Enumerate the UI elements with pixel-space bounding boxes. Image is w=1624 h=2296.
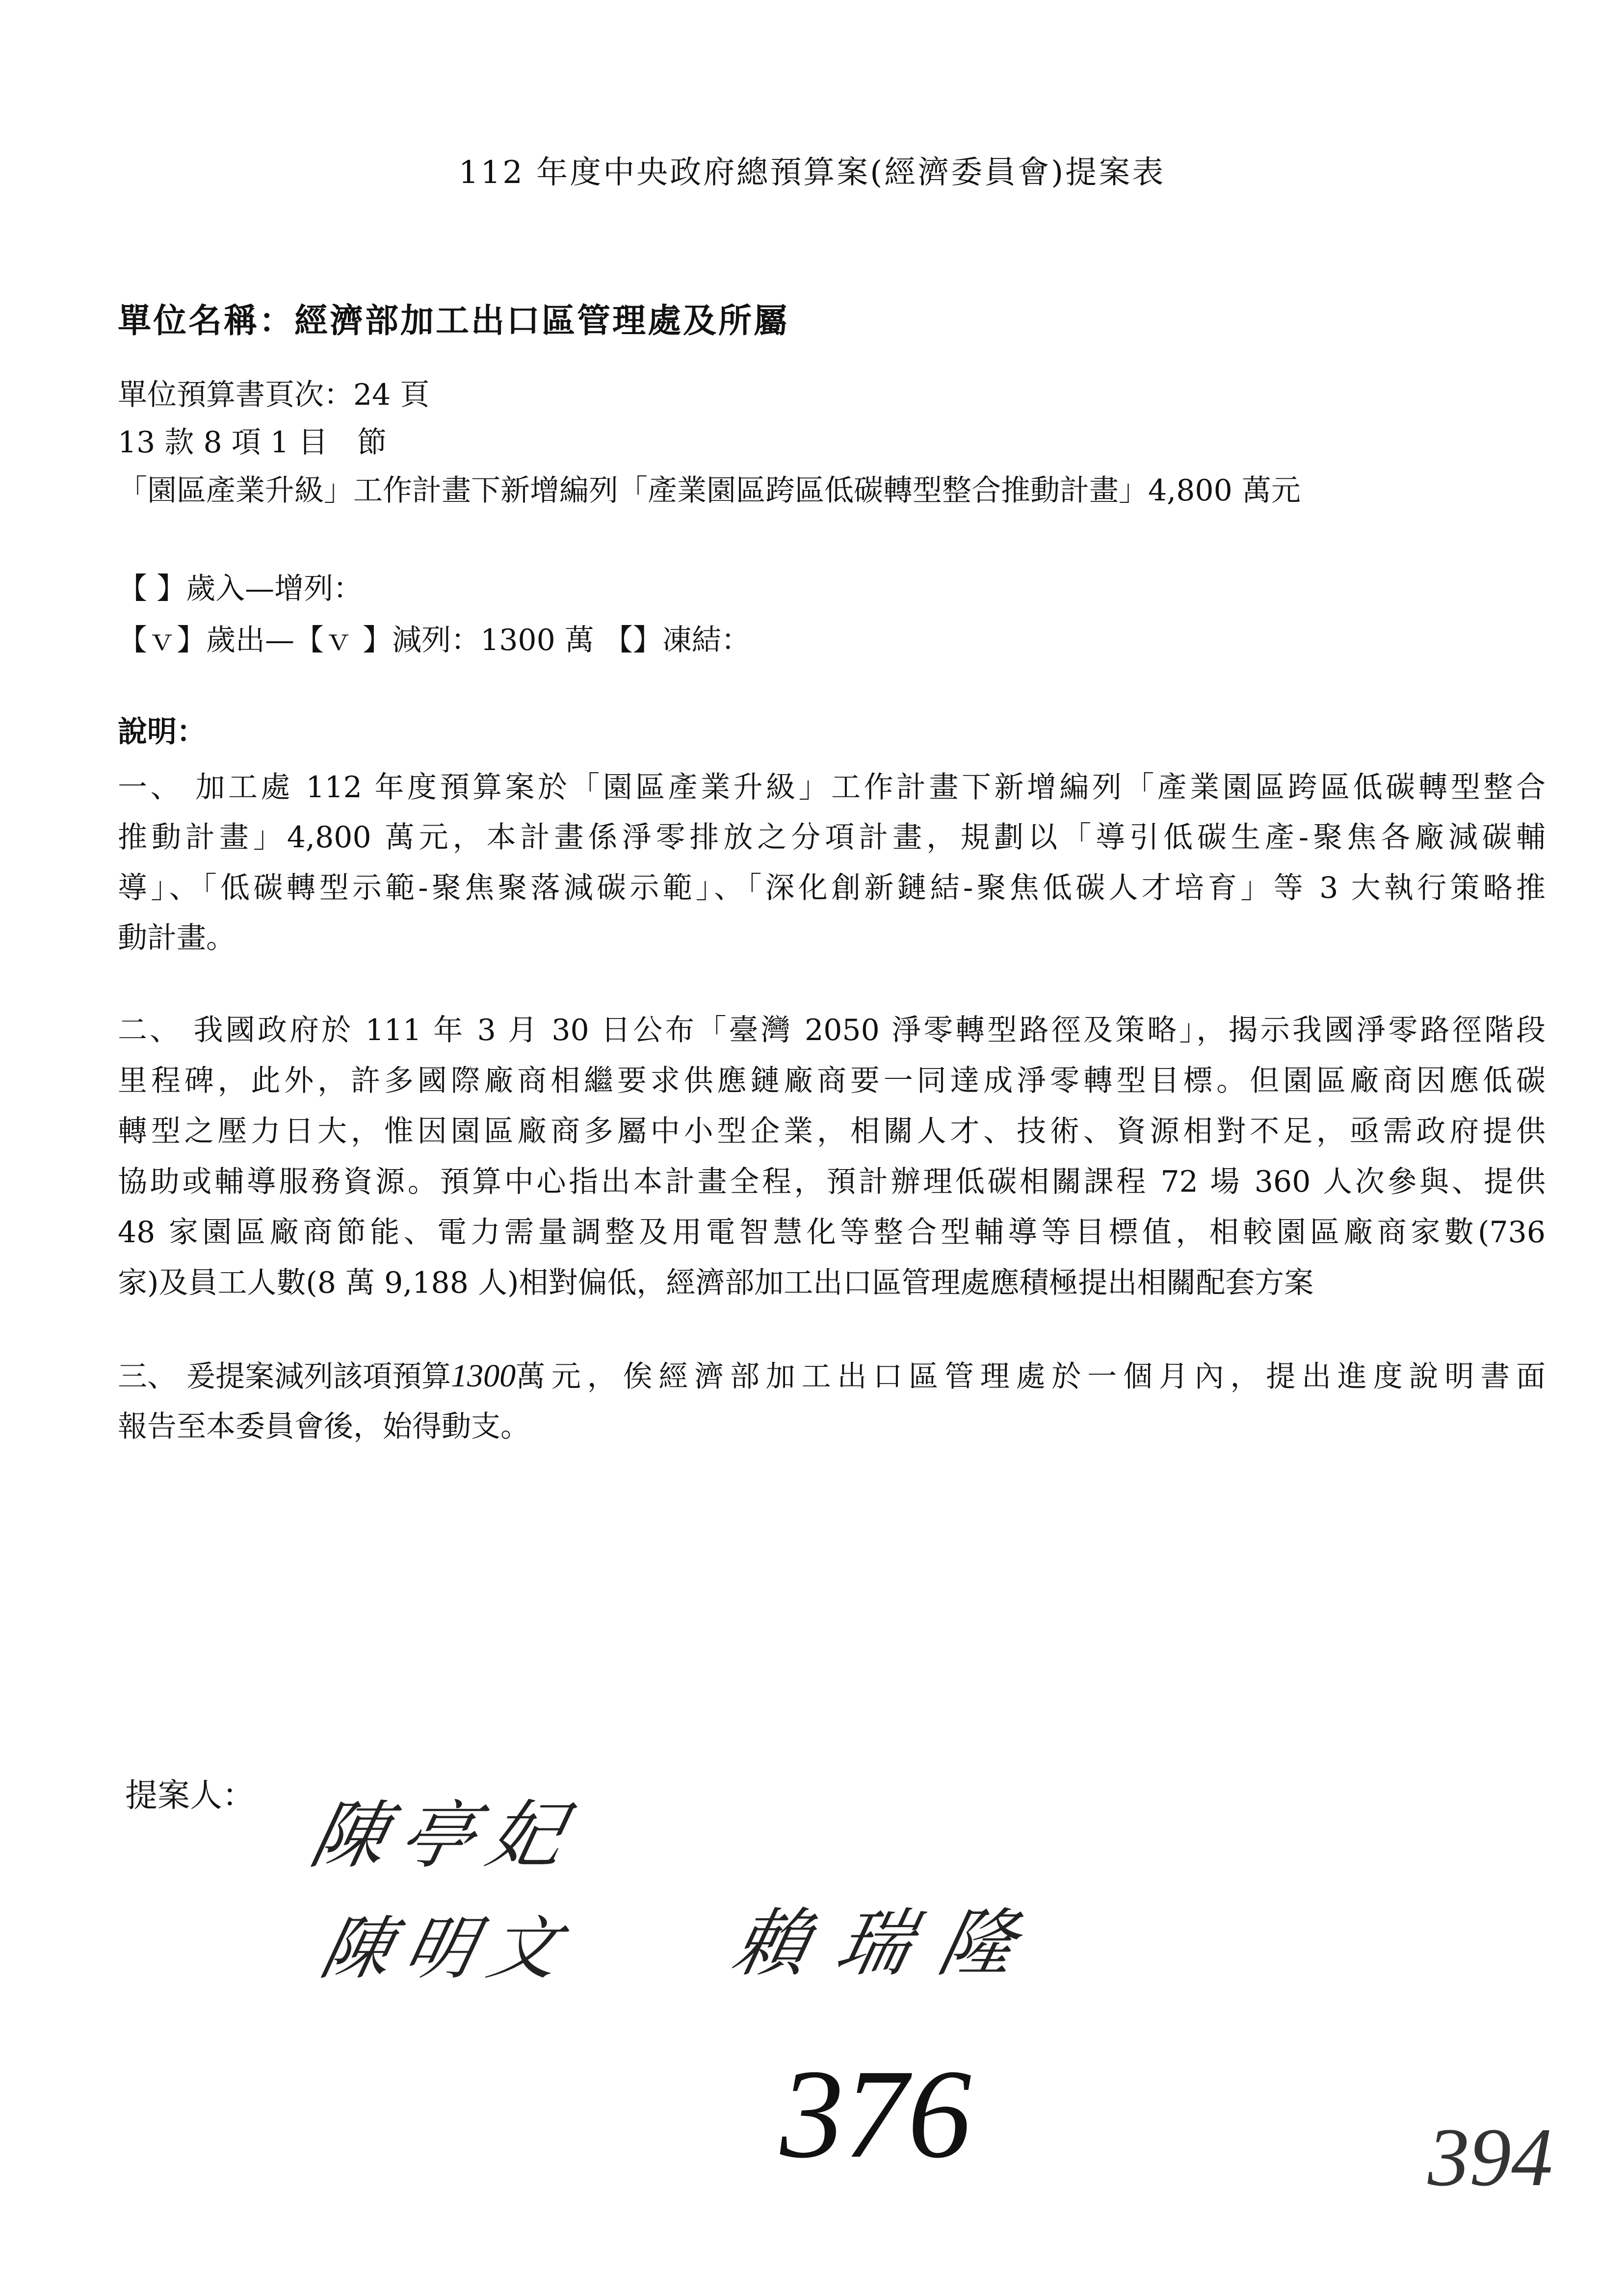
unit-name: 單位名稱：經濟部加工出口區管理處及所屬 (118, 302, 789, 340)
handwritten-number: 376 (780, 2043, 971, 2185)
para2-line: 家)及員工人數(8 萬 9,188 人)相對偏低，經濟部加工出口區管理處應積極提出相關配套方案 (118, 1266, 1314, 1300)
expense-line: 【ｖ】歲出—【ｖ 】減列：1300 萬 【】凍結： (118, 623, 751, 657)
item-code: 13 款 8 項 1 目 節 (118, 425, 387, 460)
proposer-label: 提案人： (125, 1776, 255, 1814)
item-description: 「園區產業升級」工作計畫下新增編列「產業園區跨區低碳轉型整合推動計畫」4,800 萬元 (118, 473, 1301, 508)
document-title: 112 年度中央政府總預算案(經濟委員會)提案表 (458, 155, 1166, 191)
signature: 賴瑞隆 (725, 1901, 1053, 1986)
para1-line: 導」、「低碳轉型示範-聚焦聚落減碳示範」、「深化創新鏈結-聚焦低碳人才培育」等 3 大執行策略推 (118, 871, 1545, 905)
para3-text: 萬元，俟經濟部加工出口區管理處於一個月內，提出進度說明書面 (516, 1359, 1545, 1394)
para2-line: 48 家園區廠商節能、電力需量調整及用電智慧化等整合型輔導等目標值，相較園區廠商家數(736 (118, 1215, 1545, 1250)
handwritten-amount: 1300 (451, 1358, 516, 1394)
para3-text: 三、 爰提案減列該項預算 (118, 1359, 451, 1394)
signature: 陳明文 (314, 1909, 581, 1989)
para2-line: 二、 我國政府於 111 年 3 月 30 日公布「臺灣 2050 淨零轉型路徑及策略」，揭示我國淨零路徑階段 (118, 1013, 1545, 1047)
revenue-line: 【 】歲入—增列： (118, 572, 363, 606)
para2-line: 轉型之壓力日大，惟因園區廠商多屬中小型企業，相關人才、技術、資源相對不足，亟需政府提供 (118, 1114, 1545, 1148)
para1-line: 一、 加工處 112 年度預算案於「園區產業升級」工作計畫下新增編列「產業園區跨區低碳轉型整合 (118, 770, 1545, 805)
para1-line: 推動計畫」4,800 萬元，本計畫係淨零排放之分項計畫，規劃以「導引低碳生產-聚焦各廠減碳輔 (118, 820, 1545, 855)
para1-line: 動計畫。 (118, 921, 236, 955)
explanation-heading: 說明： (118, 715, 206, 749)
signature: 陳亭妃 (303, 1793, 587, 1879)
para2-line: 協助或輔導服務資源。預算中心指出本計畫全程，預計辦理低碳相關課程 72 場 360 人次參與、提供 (118, 1165, 1545, 1199)
para3-line: 報告至本委員會後，始得動支。 (118, 1409, 530, 1444)
para2-line: 里程碑，此外，許多國際廠商相繼要求供應鏈廠商要一同達成淨零轉型目標。但園區廠商因應低碳 (118, 1064, 1545, 1098)
page-number: 394 (1428, 2111, 1553, 2203)
para3-line (118, 1357, 1545, 1396)
budget-page: 單位預算書頁次：24 頁 (118, 378, 430, 412)
